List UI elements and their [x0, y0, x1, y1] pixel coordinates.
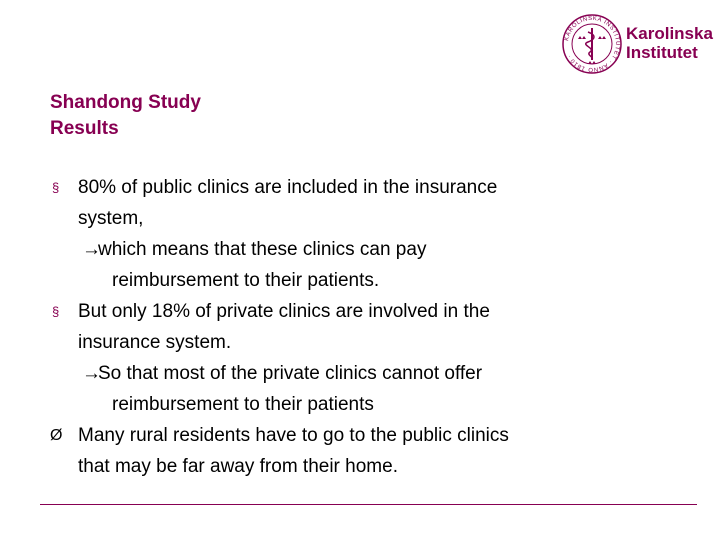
sub-bullet-text: So that most of the private clinics cannot offer — [98, 363, 483, 384]
slide-title-line-1: Shandong Study — [50, 92, 201, 113]
karolinska-seal-icon — [560, 12, 624, 76]
slide-title — [50, 90, 201, 142]
section-bullet-icon: § — [52, 304, 60, 319]
svg-text:KAROLINSKA INSTITUTET · ANNO 1: KAROLINSKA INSTITUTET · ANNO 1810 · — [564, 15, 621, 73]
karolinska-wordmark — [626, 24, 713, 62]
right-arrow-icon: → — [82, 239, 101, 260]
bullet-text-line: Many rural residents have to go to the public clinics — [78, 425, 509, 446]
bullet-item — [0, 296, 638, 358]
wordmark-line-2: Institutet — [626, 43, 698, 62]
bullet-text-line: But only 18% of private clinics are involved in the — [78, 301, 490, 322]
bullet-text-line: 80% of public clinics are included in the insurance — [78, 177, 498, 198]
sub-bullet-text-line: reimbursement to their patients. — [112, 270, 380, 291]
bullet-text-line: that may be far away from their home. — [78, 456, 398, 477]
bullet-text-line: system, — [78, 208, 144, 229]
sub-bullet-item — [0, 234, 672, 296]
bullet-item — [0, 420, 638, 482]
bullet-item — [0, 172, 638, 234]
footer-divider — [40, 504, 697, 505]
slide-title-line-2: Results — [50, 118, 119, 139]
right-arrow-icon: → — [82, 363, 101, 384]
bullet-text-line: insurance system. — [78, 332, 232, 353]
sub-bullet-text-line — [82, 234, 672, 265]
sub-bullet-text-line: reimbursement to their patients — [112, 394, 374, 415]
section-bullet-icon: § — [52, 180, 60, 195]
sub-bullet-text-line — [82, 358, 672, 389]
sub-bullet-text: which means that these clinics can pay — [98, 239, 427, 260]
sub-bullet-item — [0, 358, 672, 420]
arrowhead-bullet-icon: Ø — [50, 427, 63, 444]
wordmark-line-1: Karolinska — [626, 24, 713, 43]
karolinska-logo — [560, 12, 720, 76]
slide-body — [0, 172, 720, 482]
